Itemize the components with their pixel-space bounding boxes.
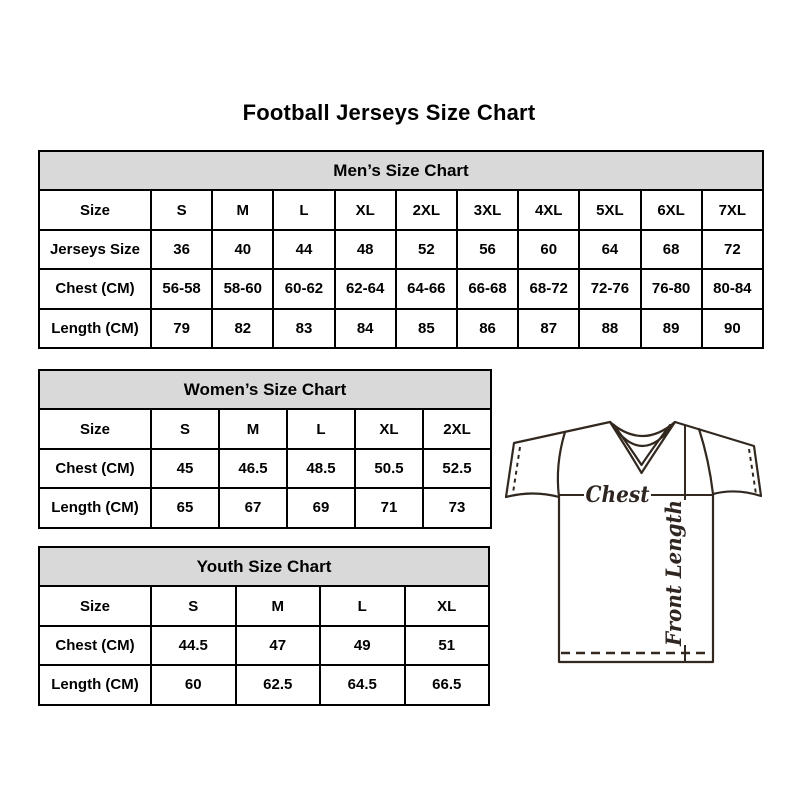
- column-header-cell: 5XL: [579, 190, 640, 229]
- value-cell: 62-64: [335, 269, 396, 308]
- mens-size-table: [38, 150, 764, 349]
- column-header-cell: L: [287, 409, 355, 448]
- value-cell: 48.5: [287, 449, 355, 488]
- value-cell: 46.5: [219, 449, 287, 488]
- value-cell: 68: [641, 230, 702, 269]
- table-title-band: Youth Size Chart: [39, 547, 489, 586]
- value-cell: 79: [151, 309, 212, 348]
- value-cell: 52.5: [423, 449, 491, 488]
- value-cell: 87: [518, 309, 579, 348]
- value-cell: 65: [151, 488, 219, 527]
- youth-size-table: [38, 546, 490, 706]
- table-title-band: Men’s Size Chart: [39, 151, 763, 190]
- jersey-body-outline: [559, 491, 713, 662]
- value-cell: 90: [702, 309, 763, 348]
- value-cell: 60: [518, 230, 579, 269]
- value-cell: 84: [335, 309, 396, 348]
- value-cell: 58-60: [212, 269, 273, 308]
- column-header-cell: Size: [39, 190, 151, 229]
- table-row: [39, 665, 489, 704]
- column-header-cell: 7XL: [702, 190, 763, 229]
- column-header-cell: M: [219, 409, 287, 448]
- value-cell: 88: [579, 309, 640, 348]
- value-cell: 52: [396, 230, 457, 269]
- column-header-cell: Size: [39, 586, 151, 625]
- table-row: [39, 409, 491, 448]
- value-cell: 44.5: [151, 626, 236, 665]
- table-row: [39, 309, 763, 348]
- womens-size-table: [38, 369, 492, 529]
- row-label-cell: Chest (CM): [39, 449, 151, 488]
- value-cell: 36: [151, 230, 212, 269]
- column-header-cell: 6XL: [641, 190, 702, 229]
- value-cell: 72-76: [579, 269, 640, 308]
- value-cell: 83: [273, 309, 334, 348]
- column-header-cell: S: [151, 586, 236, 625]
- column-header-cell: S: [151, 190, 212, 229]
- value-cell: 64.5: [320, 665, 405, 704]
- value-cell: 82: [212, 309, 273, 348]
- value-cell: 73: [423, 488, 491, 527]
- table-row: [39, 449, 491, 488]
- column-header-cell: XL: [405, 586, 490, 625]
- table-row: [39, 269, 763, 308]
- value-cell: 66-68: [457, 269, 518, 308]
- left-cuff-dashed-line: [513, 447, 520, 493]
- value-cell: 44: [273, 230, 334, 269]
- row-label-cell: Length (CM): [39, 665, 151, 704]
- value-cell: 49: [320, 626, 405, 665]
- table-row: [39, 488, 491, 527]
- value-cell: 60-62: [273, 269, 334, 308]
- chest-label: Chest: [585, 482, 650, 508]
- table-row: [39, 626, 489, 665]
- column-header-cell: L: [320, 586, 405, 625]
- value-cell: 69: [287, 488, 355, 527]
- value-cell: 66.5: [405, 665, 490, 704]
- row-label-cell: Length (CM): [39, 488, 151, 527]
- table-row: [39, 586, 489, 625]
- column-header-cell: M: [212, 190, 273, 229]
- value-cell: 67: [219, 488, 287, 527]
- value-cell: 68-72: [518, 269, 579, 308]
- value-cell: 89: [641, 309, 702, 348]
- value-cell: 86: [457, 309, 518, 348]
- row-label-cell: Jerseys Size: [39, 230, 151, 269]
- column-header-cell: 3XL: [457, 190, 518, 229]
- front-length-label: Front Length: [661, 491, 686, 646]
- value-cell: 51: [405, 626, 490, 665]
- value-cell: 71: [355, 488, 423, 527]
- value-cell: 60: [151, 665, 236, 704]
- right-sleeve-outline: [675, 422, 761, 496]
- column-header-cell: XL: [335, 190, 396, 229]
- column-header-cell: M: [236, 586, 321, 625]
- column-header-cell: 4XL: [518, 190, 579, 229]
- table-row: [39, 230, 763, 269]
- column-header-cell: L: [273, 190, 334, 229]
- page-title: Football Jerseys Size Chart: [242, 100, 536, 125]
- row-label-cell: Chest (CM): [39, 269, 151, 308]
- row-label-cell: Length (CM): [39, 309, 151, 348]
- value-cell: 50.5: [355, 449, 423, 488]
- value-cell: 45: [151, 449, 219, 488]
- column-header-cell: 2XL: [396, 190, 457, 229]
- value-cell: 62.5: [236, 665, 321, 704]
- table-title-band: Women’s Size Chart: [39, 370, 491, 409]
- row-label-cell: Chest (CM): [39, 626, 151, 665]
- jersey-measurement-diagram: [505, 405, 775, 665]
- value-cell: 56-58: [151, 269, 212, 308]
- value-cell: 85: [396, 309, 457, 348]
- value-cell: 48: [335, 230, 396, 269]
- column-header-cell: XL: [355, 409, 423, 448]
- column-header-cell: S: [151, 409, 219, 448]
- table-row: [39, 190, 763, 229]
- value-cell: 72: [702, 230, 763, 269]
- value-cell: 64-66: [396, 269, 457, 308]
- value-cell: 56: [457, 230, 518, 269]
- right-armhole-seam: [699, 429, 713, 494]
- value-cell: 47: [236, 626, 321, 665]
- value-cell: 64: [579, 230, 640, 269]
- column-header-cell: Size: [39, 409, 151, 448]
- value-cell: 80-84: [702, 269, 763, 308]
- value-cell: 76-80: [641, 269, 702, 308]
- left-armhole-seam: [558, 432, 565, 497]
- column-header-cell: 2XL: [423, 409, 491, 448]
- value-cell: 40: [212, 230, 273, 269]
